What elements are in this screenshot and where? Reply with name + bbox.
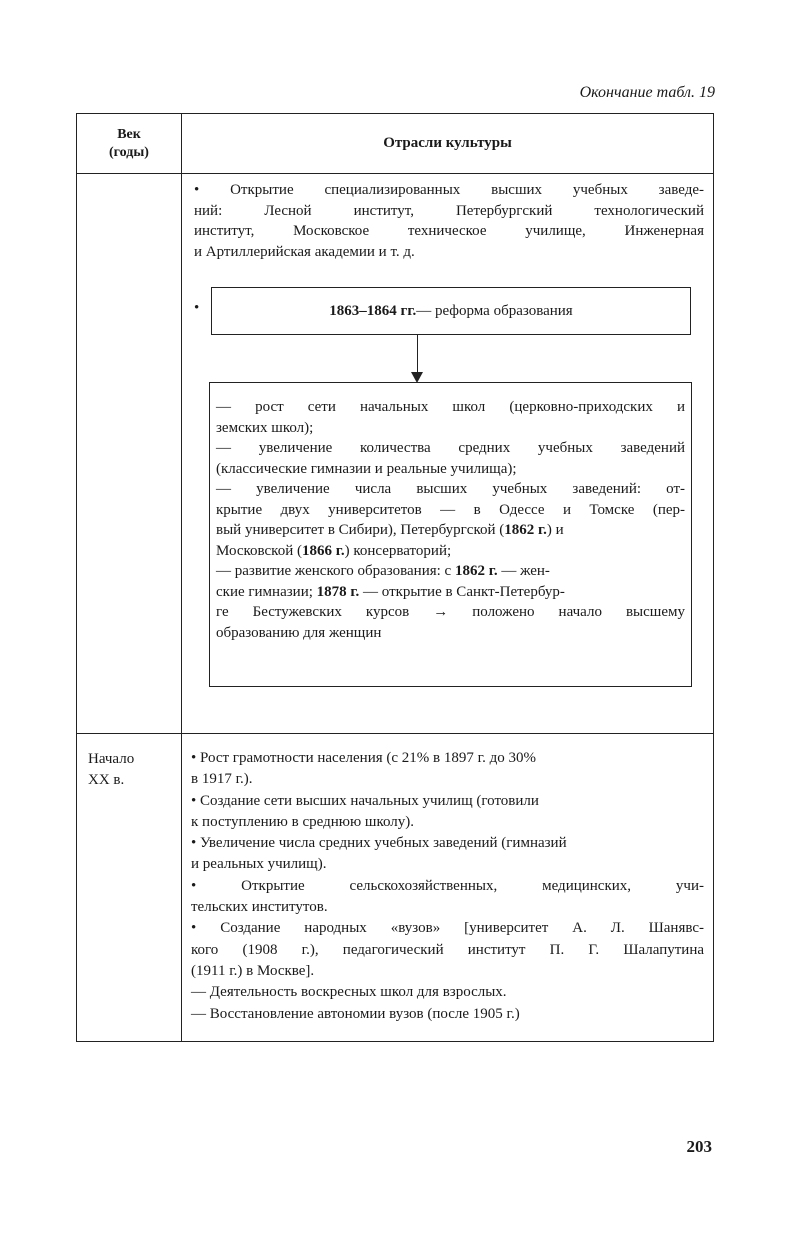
text-line: кого (1908 г.), педагогический институт П. Г. Шалапутина bbox=[191, 941, 704, 958]
reform-title: — реформа образования bbox=[416, 302, 573, 319]
text-line: — увеличение числа высших учебных заведений: от- bbox=[216, 481, 685, 497]
text-line: • Открытие специализированных высших учебных заведе- bbox=[194, 182, 704, 198]
header-culture: Отрасли культуры bbox=[383, 135, 512, 151]
row1-intro bbox=[194, 180, 704, 262]
text-line: — Деятельность воскресных школ для взрослых. bbox=[191, 984, 507, 1001]
year-bold: 1862 г. bbox=[504, 522, 547, 538]
reform-box bbox=[211, 287, 691, 335]
text-fragment: — развитие женского образования: с bbox=[216, 563, 455, 579]
text-line: институт, Московское техническое училище, Инженерная bbox=[194, 223, 704, 239]
century-line: Начало bbox=[88, 751, 135, 767]
year-bold: 1878 г. bbox=[316, 583, 360, 600]
text-fragment: — открытие в Санкт-Петербур- bbox=[359, 583, 565, 600]
year-bold: 1866 г. bbox=[301, 542, 345, 559]
culture-table bbox=[76, 113, 714, 1042]
down-arrow-line bbox=[417, 335, 418, 377]
row-divider bbox=[77, 733, 713, 734]
text-line bbox=[216, 582, 685, 603]
column-divider bbox=[181, 114, 182, 1041]
text-line: (1911 г.) в Москве]. bbox=[191, 962, 315, 979]
century-line: XX в. bbox=[88, 772, 125, 788]
result-text bbox=[216, 397, 685, 643]
text-line: земских школ); bbox=[216, 419, 314, 436]
row2-text bbox=[191, 748, 704, 1025]
text-line: в 1917 г.). bbox=[191, 771, 253, 788]
text-fragment: — жен- bbox=[497, 563, 550, 579]
text-line: к поступлению в среднюю школу). bbox=[191, 813, 415, 830]
text-line: • Увеличение числа средних учебных заведений (гимназий bbox=[191, 835, 567, 852]
text-fragment: ) консерваторий; bbox=[344, 542, 452, 559]
text-line: тельских институтов. bbox=[191, 899, 328, 916]
bullet-marker: • bbox=[194, 300, 200, 316]
row2-century bbox=[88, 749, 176, 791]
header-divider bbox=[77, 173, 713, 174]
header-century-label: Век bbox=[117, 126, 141, 142]
header-century bbox=[77, 114, 181, 173]
text-line bbox=[216, 520, 685, 541]
text-line: (классические гимназии и реальные училища); bbox=[216, 460, 517, 477]
text-line: и Артиллерийская академии и т. д. bbox=[194, 243, 415, 260]
text-line bbox=[216, 561, 685, 582]
text-fragment: вый университет в Сибири), Петербургской ( bbox=[216, 522, 505, 538]
year-bold: 1862 г. bbox=[454, 563, 498, 579]
text-line bbox=[216, 541, 685, 562]
text-line: — Восстановление автономии вузов (после 1905 г.) bbox=[191, 1005, 520, 1022]
text-line: • Создание сети высших начальных училищ (готовили bbox=[191, 792, 539, 809]
text-line: ний: Лесной институт, Петербургский технологический bbox=[194, 202, 704, 219]
text-line: — рост сети начальных школ (церковно-приходских и bbox=[216, 399, 685, 415]
text-fragment: Московской ( bbox=[216, 542, 302, 559]
text-line: крытие двух университетов — в Одессе и Томске (пер- bbox=[216, 501, 685, 518]
text-line: • Открытие сельскохозяйственных, медицинских, учи- bbox=[191, 877, 704, 894]
text-line: образованию для женщин bbox=[216, 624, 382, 641]
header-years-label: (годы) bbox=[109, 144, 149, 160]
page-number: 203 bbox=[686, 1137, 712, 1156]
text-line: ге Бестужевских курсов → положено начало высшему bbox=[216, 604, 685, 620]
text-line: • Создание народных «вузов» [университет А. Л. Шанявс- bbox=[191, 920, 704, 937]
text-line: — увеличение количества средних учебных заведений bbox=[216, 440, 685, 456]
text-line: и реальных училищ). bbox=[191, 856, 327, 873]
text-fragment: ) и bbox=[546, 522, 564, 538]
text-fragment: ские гимназии; bbox=[216, 583, 317, 600]
table-caption: Окончание табл. 19 bbox=[579, 84, 715, 101]
reform-years: 1863–1864 гг. bbox=[329, 302, 417, 319]
text-line: • Рост грамотности населения (с 21% в 1897 г. до 30% bbox=[191, 750, 536, 766]
